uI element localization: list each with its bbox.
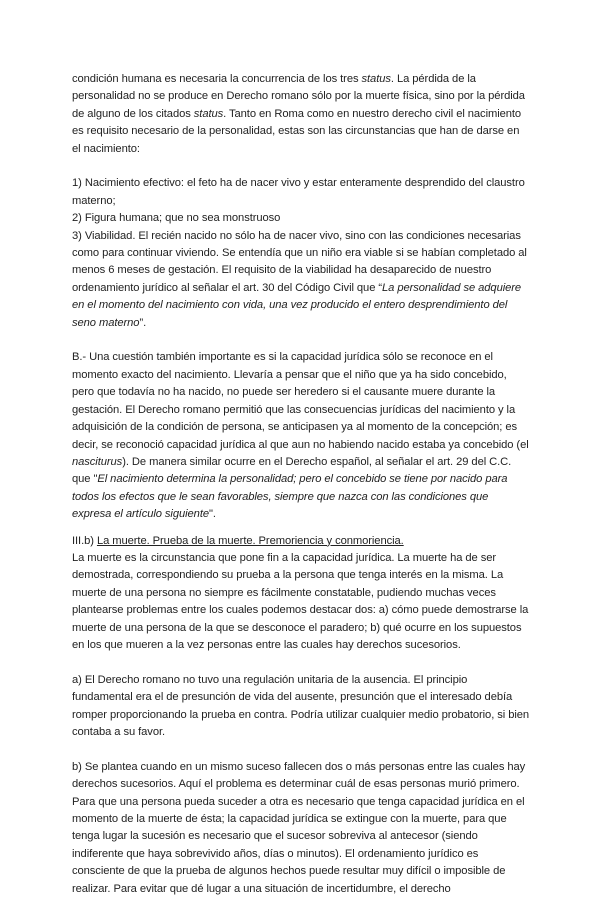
list-item-birth: 1) Nacimiento efectivo: el feto ha de nacer vivo y estar enteramente desprendido del claustro materno; [72,177,525,207]
document-page [72,71,530,898]
paragraph-spacer [72,654,530,671]
section-heading: III.b) La muerte. Prueba de la muerte. Premoriencia y conmoriencia. [72,534,404,547]
status-term: status [361,73,391,85]
paragraph-spacer [72,158,530,175]
paragraph-spacer [72,332,530,349]
paragraph-personality: condición humana es necesaria la concurrencia de los tres status. La pérdida de la personalidad no se produce en Derecho romano sólo por la muerte física, sino por la pérdida de alguno de los citados status. Tanto en Roma como en nuestro derecho civil el nacimiento es requisito necesario de la personalidad, estas son las circunstancias que han de darse en el nacimiento: [72,73,525,155]
paragraph-death: La muerte es la circunstancia que pone fin a la capacidad jurídica. La muerte ha de ser demostrada, correspondiendo su prueba a la persona que tenga interés en la misma. La muerte de una persona no siempre es fácilmente constatable, pudiendo muchas veces plantearse problemas entre los cuales podemos destacar dos: a) cómo puede demostrarse la muerte de una persona de la que se desconoce el paradero; b) qué ocurre en los supuestos en los que mueren a la vez personas entre las cuales hay derechos sucesorios. [72,551,529,651]
list-item-viability: 3) Viabilidad. El recién nacido no sólo ha de nacer vivo, sino con las condiciones necesarias como para continuar viviendo. Se entendía que un niño era viable si se habían completado al menos 6 meses de gestación. El requisito de la viabilidad ha desaparecido de nuestro ordenamiento jurídico al señalar el art. 30 del Código Civil que “La personalidad se adquiere en el momento del nacimiento con vida, una vez producido el entero desprendimiento del seno materno”. [72,229,527,329]
quoted-article-30: La personalidad se adquiere en el momento del nacimiento con vida, una vez producido el entero desprendimiento del seno materno [72,281,522,329]
paragraph-commorientes: b) Se plantea cuando en un mismo suceso fallecen dos o más personas entre las cuales hay derechos sucesorios. Aquí el problema es determinar cuál de esas personas murió primero. Para que una persona pueda suceder a otra es necesario que tenga capacidad jurídica en el momento de la muerte de ésta; la capacidad jurídica se extingue con la muerte, para que tenga lugar la sucesión es necesario que el sucesor sobreviva al antecesor (siendo indiferente que haya sobrevivido años, días o minutos). El ordenamiento jurídico es consciente de que la prueba de algunos hechos puede resultar muy difícil o imposible de realizar. Para evitar que dé lugar a una situación de incertidumbre, el derecho [72,760,526,895]
list-item-human-figure: 2) Figura humana; que no sea monstruoso [72,212,281,225]
status-term: status [193,107,224,120]
nasciturus-term: nasciturus [72,455,123,468]
section-title: La muerte. Prueba de la muerte. Premoriencia y conmoriencia. [96,534,404,547]
paragraph-absence: a) El Derecho romano no tuvo una regulación unitaria de la ausencia. El principio fundamental era el de presunción de vida del ausente, presunción que el interesado debía romper proporcionando la prueba en contra. Podría utilizar cualquier medio probatorio, si bien contaba a su favor. [72,673,530,738]
paragraph-spacer [72,524,530,533]
quoted-article-29: El nacimiento determina la personalidad; pero el concebido se tiene por nacido para todos los efectos que le sean favorables, siempre que nazca con las condiciones que expresa el artículo siguiente [72,473,508,521]
paragraph-nasciturus: B.- Una cuestión también importante es si la capacidad jurídica sólo se reconoce en el momento exacto del nacimiento. Llevaría a pensar que el niño que ya ha sido concebido, pero que todavía no ha nacido, no puede ser heredero si el causante muere durante la gestación. El Derecho romano permitió que las consecuencias jurídicas del nacimiento y la adquisición de la condición de persona, se anticipasen ya al momento de la concepción; es decir, se reconoció capacidad jurídica al que aun no habiendo nacido estaba ya concebido (el nasciturus). De manera similar ocurre en el Derecho español, al señalar el art. 29 del C.C. que "El nacimiento determina la personalidad; pero el concebido se tiene por nacido para todos los efectos que le sean favorables, siempre que nazca con las condiciones que expresa el artículo siguiente". [72,351,529,521]
paragraph-spacer [72,741,530,758]
